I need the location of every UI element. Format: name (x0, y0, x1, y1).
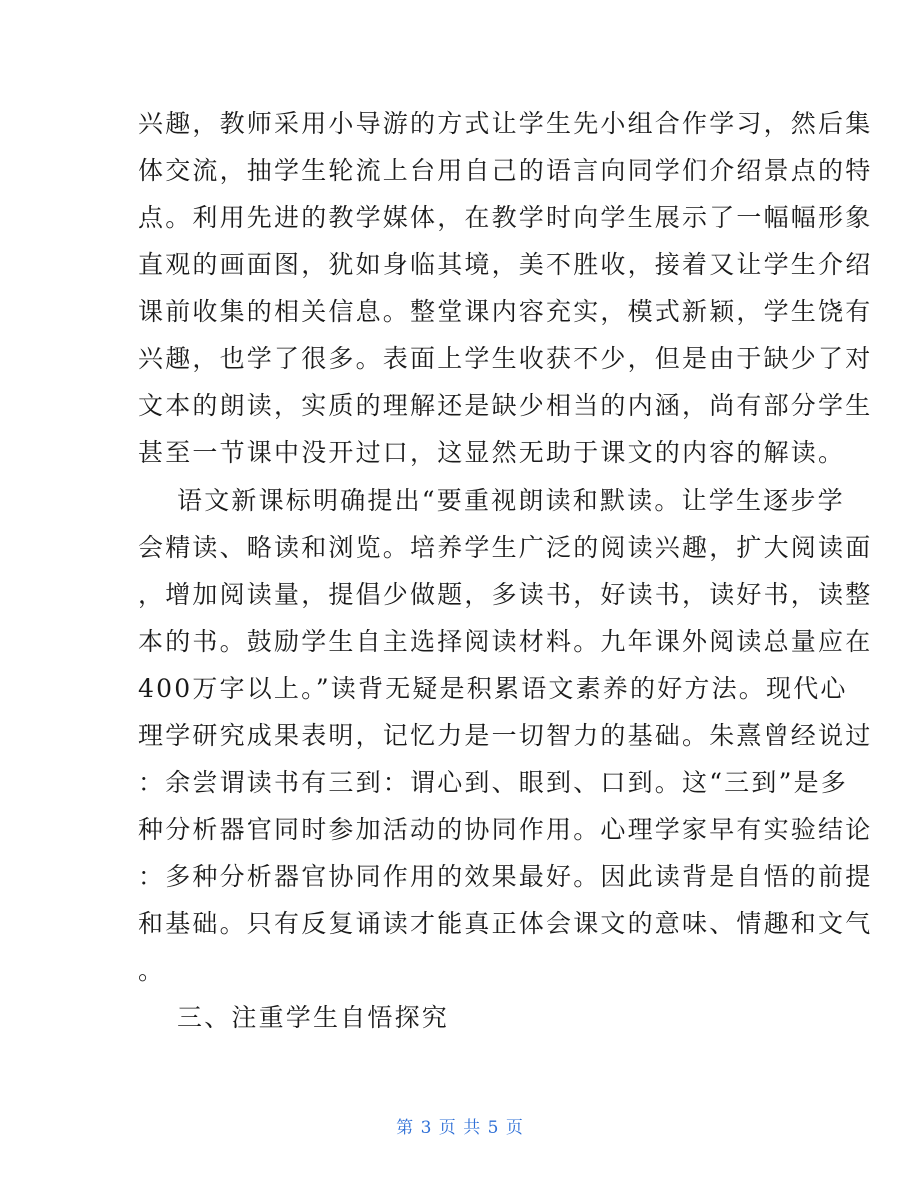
section-heading: 三、注重学生自悟探究 (177, 1003, 450, 1032)
paragraph-line: ：多种分析器官协同作用的效果最好。因此读背是自悟的前提 (138, 862, 873, 891)
paragraph-line: 甚至一节课中没开过口，这显然无助于课文的内容的解读。 (138, 438, 846, 467)
paragraph-line: ：余尝谓读书有三到：谓心到、眼到、口到。这“三到”是多 (138, 768, 848, 797)
paragraph-line: 兴趣，也学了很多。表面上学生收获不少，但是由于缺少了对 (138, 344, 873, 373)
paragraph-line: 本的书。鼓励学生自主选择阅读材料。九年课外阅读总量应在 (138, 627, 873, 656)
paragraph-line: 语文新课标明确提出“要重视朗读和默读。让学生逐步学 (177, 486, 845, 515)
paragraph-line: 体交流，抽学生轮流上台用自己的语言向同学们介绍景点的特 (138, 156, 873, 185)
paragraph-line: 直观的画面图，犹如身临其境，美不胜收，接着又让学生介绍 (138, 250, 873, 279)
paragraph-line: 。 (138, 956, 166, 985)
paragraph-line: 点。利用先进的教学媒体，在教学时向学生展示了一幅幅形象 (138, 203, 873, 232)
paragraph-line: 理学研究成果表明，记忆力是一切智力的基础。朱熹曾经说过 (138, 721, 873, 750)
paragraph-line: 会精读、略读和浏览。培养学生广泛的阅读兴趣，扩大阅读面 (138, 533, 873, 562)
paragraph-line: 课前收集的相关信息。整堂课内容充实，模式新颖，学生饶有 (138, 297, 873, 326)
page-number-footer: 第 3 页 共 5 页 (396, 1118, 524, 1138)
paragraph-line: 兴趣，教师采用小导游的方式让学生先小组合作学习，然后集 (138, 109, 873, 138)
paragraph-line: 400万字以上。”读背无疑是积累语文素养的好方法。现代心 (138, 674, 848, 703)
paragraph-line: 种分析器官同时参加活动的协同作用。心理学家早有实验结论 (138, 815, 873, 844)
paragraph-line: ，增加阅读量，提倡少做题，多读书，好读书，读好书，读整 (138, 580, 873, 609)
paragraph-line: 和基础。只有反复诵读才能真正体会课文的意味、情趣和文气 (138, 909, 873, 938)
paragraph-line: 文本的朗读，实质的理解还是缺少相当的内涵，尚有部分学生 (138, 391, 873, 420)
